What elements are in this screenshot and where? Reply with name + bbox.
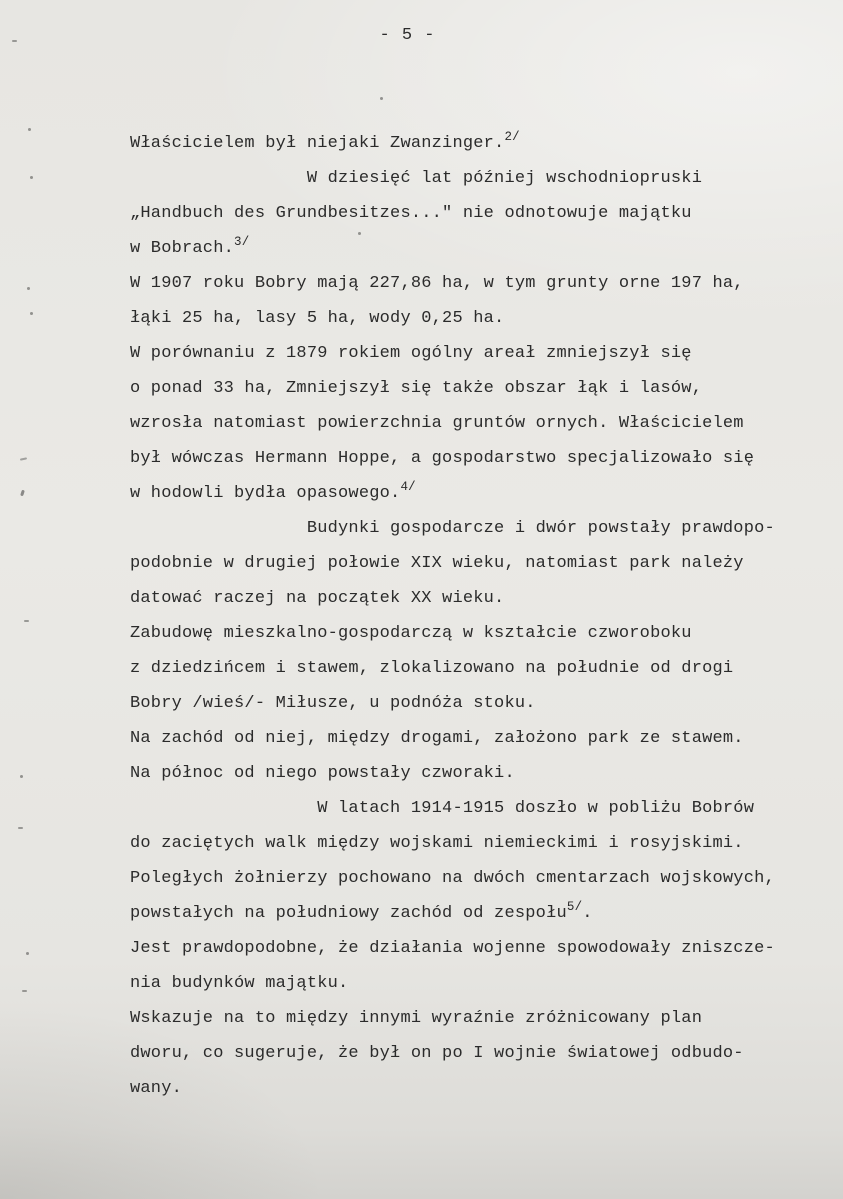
text-line	[130, 476, 810, 511]
text-segment: podobnie w drugiej połowie XIX wieku, natomiast park należy	[130, 554, 744, 573]
text-line	[130, 896, 810, 931]
text-line	[130, 161, 810, 196]
footnote-marker: 4/	[400, 480, 416, 494]
scan-speck	[22, 990, 27, 992]
text-line	[130, 721, 810, 756]
text-segment: Właścicielem był niejaki Zwanzinger.	[130, 134, 505, 153]
text-segment: Na zachód od niej, między drogami, założono park ze stawem.	[130, 729, 744, 748]
text-line	[130, 441, 810, 476]
text-line	[130, 756, 810, 791]
text-line	[130, 966, 810, 1001]
scan-speck	[30, 176, 33, 179]
text-segment: łąki 25 ha, lasy 5 ha, wody 0,25 ha.	[130, 309, 505, 328]
text-line	[130, 301, 810, 336]
scan-speck	[26, 952, 29, 955]
text-segment: był wówczas Hermann Hoppe, a gospodarstwo specjalizowało się	[130, 449, 755, 468]
text-segment: datować raczej na początek XX wieku.	[130, 589, 505, 608]
scan-speck	[12, 40, 17, 42]
text-segment: powstałych na południowy zachód od zespołu	[130, 904, 567, 923]
text-line	[130, 266, 810, 301]
text-segment: Wskazuje na to między innymi wyraźnie zróżnicowany plan	[130, 1009, 703, 1028]
text-segment: .	[582, 904, 593, 923]
text-segment: W dziesięć lat później wschodniopruski	[130, 169, 703, 188]
text-segment: Zabudowę mieszkalno-gospodarczą w kształcie czworoboku	[130, 624, 692, 643]
text-line	[130, 1036, 810, 1071]
text-segment: wzrosła natomiast powierzchnia gruntów ornych. Właścicielem	[130, 414, 744, 433]
text-line	[130, 651, 810, 686]
text-line	[130, 1001, 810, 1036]
footnote-marker: 5/	[566, 900, 583, 914]
text-segment: „Handbuch des Grundbesitzes..." nie odnotowuje majątku	[130, 204, 692, 223]
text-segment: z dziedzińcem i stawem, zlokalizowano na południe od drogi	[130, 659, 734, 678]
scan-speck	[20, 490, 25, 497]
scan-speck	[358, 232, 361, 235]
text-line	[130, 581, 810, 616]
text-line	[130, 616, 810, 651]
scan-speck	[30, 312, 33, 315]
text-segment: Poległych żołnierzy pochowano na dwóch cmentarzach wojskowych,	[130, 869, 775, 888]
text-line	[130, 826, 810, 861]
text-line	[130, 861, 810, 896]
document-body	[130, 126, 810, 1106]
text-segment: Na północ od niego powstały czworaki.	[130, 764, 515, 783]
text-line	[130, 371, 810, 406]
text-line	[130, 546, 810, 581]
text-segment: Budynki gospodarcze i dwór powstały prawdopo-	[130, 519, 775, 538]
page-number: - 5 -	[379, 26, 436, 45]
footnote-marker: 2/	[504, 130, 520, 144]
text-segment: do zaciętych walk między wojskami niemieckimi i rosyjskimi.	[130, 834, 744, 853]
text-line	[130, 196, 810, 231]
text-segment: Jest prawdopodobne, że działania wojenne spowodowały zniszcze-	[130, 939, 775, 958]
scan-speck	[20, 775, 23, 778]
text-segment: W porównaniu z 1879 rokiem ogólny areał zmniejszył się	[130, 344, 692, 363]
text-line	[130, 511, 810, 546]
scan-speck	[28, 128, 31, 131]
text-segment: W 1907 roku Bobry mają 227,86 ha, w tym grunty orne 197 ha,	[130, 274, 744, 293]
scan-speck	[20, 457, 27, 460]
text-segment: w hodowli bydła opasowego.	[130, 484, 401, 503]
text-segment: w Bobrach.	[130, 239, 235, 258]
footnote-marker: 3/	[234, 235, 250, 249]
text-segment: Bobry /wieś/- Miłusze, u podnóża stoku.	[130, 694, 536, 713]
text-segment: dworu, co sugeruje, że był on po I wojnie światowej odbudo-	[130, 1044, 744, 1063]
text-segment: W latach 1914-1915 doszło w pobliżu Bobrów	[130, 799, 755, 818]
text-line	[130, 686, 810, 721]
scan-speck	[18, 827, 23, 829]
scan-speck	[24, 620, 29, 622]
text-line	[130, 126, 810, 161]
scan-speck	[27, 287, 30, 290]
text-segment: wany.	[130, 1079, 183, 1098]
text-line	[130, 406, 810, 441]
text-line	[130, 336, 810, 371]
text-segment: o ponad 33 ha, Zmniejszył się także obszar łąk i lasów,	[130, 379, 703, 398]
text-line	[130, 931, 810, 966]
text-line	[130, 791, 810, 826]
text-line	[130, 231, 810, 266]
text-segment: nia budynków majątku.	[130, 974, 349, 993]
scan-speck	[380, 97, 383, 100]
text-line	[130, 1071, 810, 1106]
